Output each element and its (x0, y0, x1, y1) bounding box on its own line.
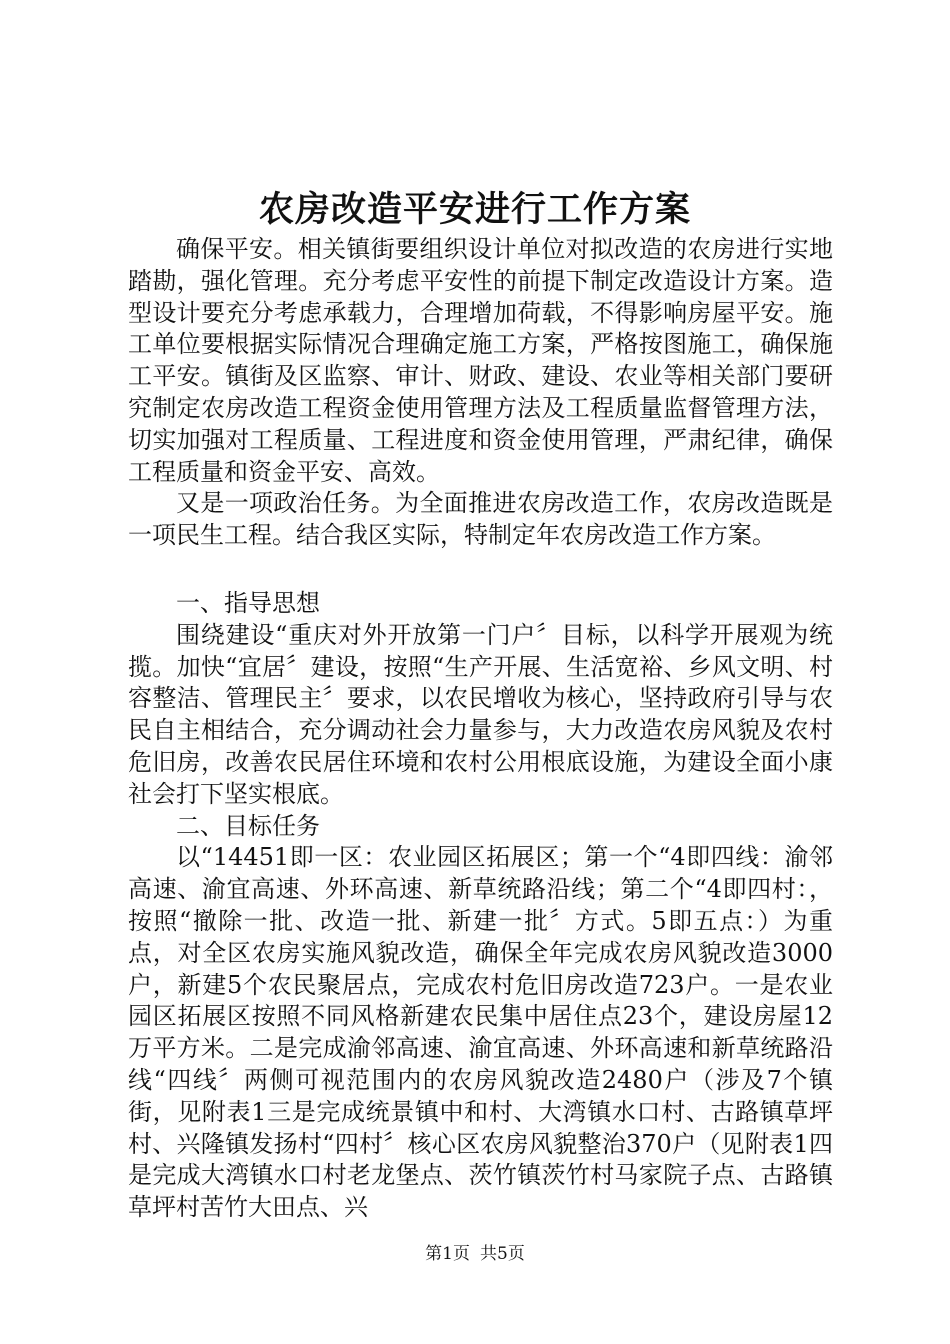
page-total: 共5页 (480, 1244, 525, 1264)
document-title: 农房改造平安进行工作方案 (258, 189, 691, 230)
document-body (128, 234, 833, 1224)
section-body-targets: 以“14451即一区：农业园区拓展区；第一个“4即四线：渝邻高速、渝宜高速、外环高速、新草统路沿线；第二个“4即四村：，按照“撤除一批、改造一批、新建一批〞方式。5即五点：）为重点，对全区农房实施风貌改造，确保全年完成农房风貌改造3000户，新建5个农民聚居点，完成农村危旧房改造723户。一是农业园区拓展区按照不同风格新建农民集中居住点23个，建设房屋12万平方米。二是完成渝邻高速、渝宜高速、外环高速和新草统路沿线“四线〞两侧可视范围内的农房风貌改造2480户（涉及7个镇街，见附表1三是完成统景镇中和村、大湾镇水口村、古路镇草坪村、兴隆镇发扬村“四村〞核心区农房风貌整治370户（见附表1四是完成大湾镇水口村老龙堡点、茨竹镇茨竹村马家院子点、古路镇草坪村苦竹大田点、兴 (128, 843, 833, 1222)
section-heading-targets: 二、目标任务 (176, 811, 320, 840)
paragraph-safety: 确保平安。相关镇街要组织设计单位对拟改造的农房进行实地踏勘，强化管理。充分考虑平安性的前提下制定改造设计方案。造型设计要充分考虑承载力，合理增加荷载，不得影响房屋平安。施工单位要根据实际情况合理确定施工方案，严格按图施工，确保施工平安。镇街及区监察、审计、财政、建设、农业等相关部门要研究制定农房改造工程资金使用管理方法及工程质量监督管理方法，切实加强对工程质量、工程进度和资金使用管理，严肃纪律，确保工程质量和资金平安、高效。 (128, 235, 833, 486)
paragraph-gap (128, 552, 833, 588)
page-number: 第1页 (425, 1244, 470, 1264)
section-heading-guiding-thought: 一、指导思想 (176, 588, 320, 617)
paragraph-intro: 又是一项政治任务。为全面推进农房改造工作，农房改造既是一项民生工程。结合我区实际，特制定年农房改造工作方案。 (128, 489, 833, 550)
page-footer (0, 1242, 950, 1266)
section-body-guiding-thought: 围绕建设“重庆对外开放第一门户〞目标，以科学开展观为统揽。加快“宜居〞建设，按照“生产开展、生活宽裕、乡风文明、村容整洁、管理民主〞要求，以农民增收为核心，坚持政府引导与农民自主相结合，充分调动社会力量参与，大力改造农房风貌及农村危旧房，改善农民居住环境和农村公用根底设施，为建设全面小康社会打下坚实根底。 (128, 620, 833, 808)
